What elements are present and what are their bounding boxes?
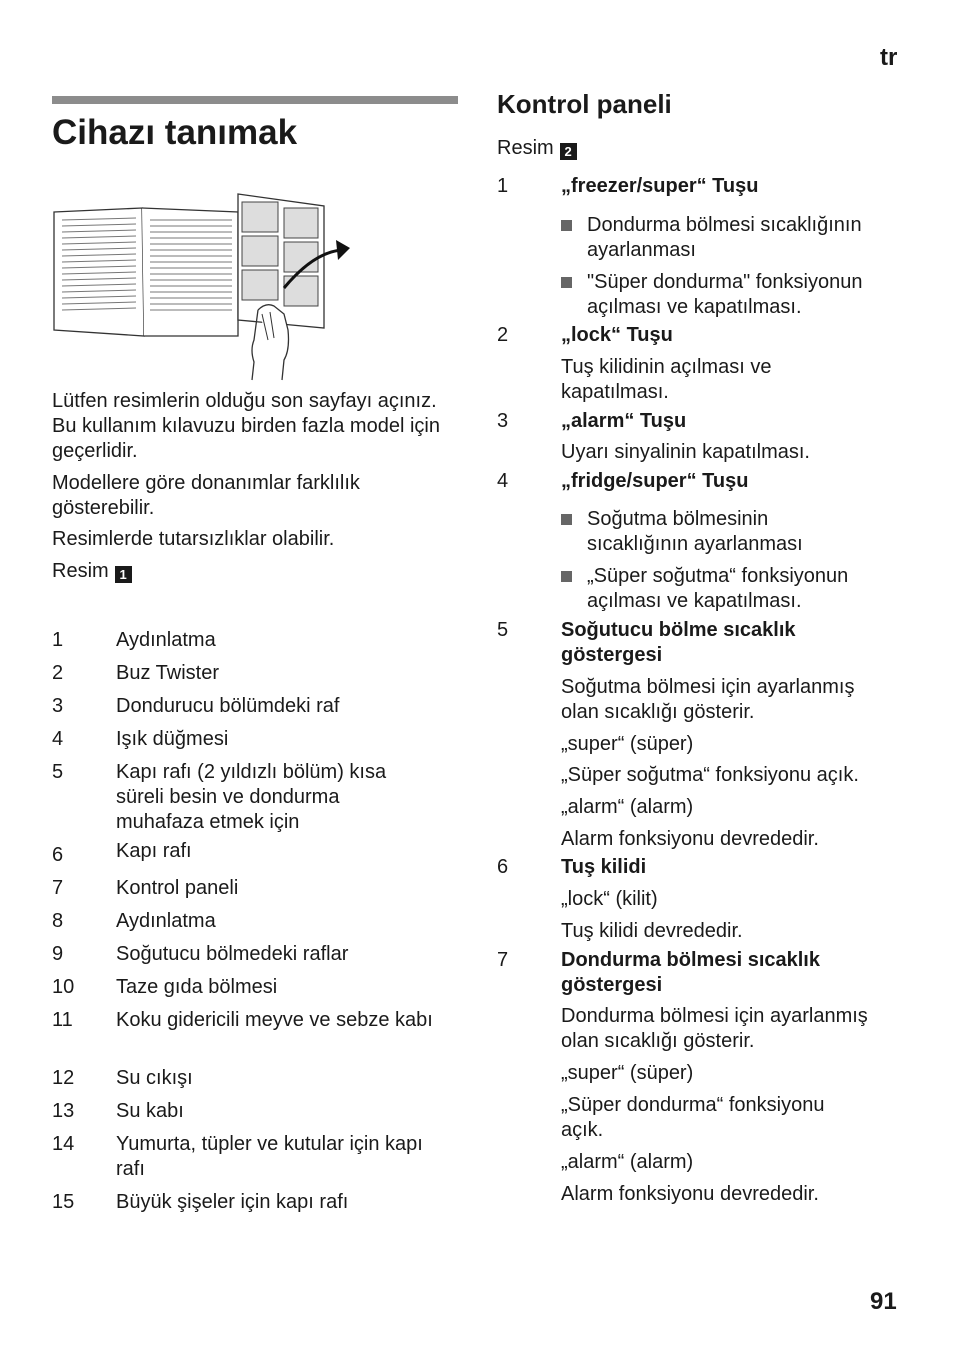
item-text: Uyarı sinyalinin kapatılması. <box>561 441 810 463</box>
list-item-text: Soğutucu bölmedeki raflar <box>116 943 349 965</box>
item-number: 5 <box>497 619 509 641</box>
section-rule <box>52 96 458 104</box>
item-number: 4 <box>497 470 509 492</box>
list-item-text: Aydınlatma <box>116 910 216 932</box>
list-item-text: Büyük şişeler için kapı rafı <box>116 1191 349 1213</box>
item-text: „Süper dondurma“ fonksiyonu açık. <box>561 1094 825 1141</box>
bullet-square <box>561 571 572 582</box>
figure-reference <box>52 559 462 584</box>
bullet-text: "Süper dondurma" fonksiyonun açılması ve kapatılması. <box>587 271 863 318</box>
item-text: „super“ (süper) <box>561 1062 694 1084</box>
item-number: 2 <box>497 324 509 346</box>
item-text: Soğutma bölmesi için ayarlanmış olan sıcaklığı gösterir. <box>561 676 855 723</box>
list-item-number: 4 <box>52 728 64 750</box>
item-text: „lock“ (kilit) <box>561 888 658 910</box>
item-text: Alarm fonksiyonu devrededir. <box>561 1183 819 1205</box>
list-item-number: 13 <box>52 1100 75 1122</box>
item-number: 1 <box>497 175 509 197</box>
list-item-text: Buz Twister <box>116 662 219 684</box>
bullet-square <box>561 514 572 525</box>
list-item-number: 6 <box>52 844 64 866</box>
item-text: Dondurma bölmesi için ayarlanmış olan sıcaklığı gösterir. <box>561 1005 868 1052</box>
list-item-text: Su cıkışı <box>116 1067 193 1089</box>
list-item-number: 5 <box>52 761 64 783</box>
list-item-number: 8 <box>52 910 64 932</box>
list-item-number: 3 <box>52 695 64 717</box>
list-item-text: Yumurta, tüpler ve kutular için kapı rafı <box>116 1133 423 1180</box>
item-heading: Soğutucu bölme sıcaklık göstergesi <box>561 619 796 666</box>
item-text: Tuş kilidinin açılması ve kapatılması. <box>561 356 772 403</box>
list-item-number: 9 <box>52 943 64 965</box>
item-heading: Dondurma bölmesi sıcaklık göstergesi <box>561 949 820 996</box>
bullet-text: „Süper soğutma“ fonksiyonun açılması ve kapatılması. <box>587 565 849 612</box>
item-heading: „lock“ Tuşu <box>561 324 673 346</box>
list-item-number: 7 <box>52 877 64 899</box>
list-item-number: 14 <box>52 1133 75 1155</box>
intro-paragraph: Resimlerde tutarsızlıklar olabilir. <box>52 528 335 550</box>
bullet-text: Soğutma bölmesinin sıcaklığının ayarlanması <box>587 508 803 555</box>
list-item-number: 12 <box>52 1067 75 1089</box>
item-text: „Süper soğutma“ fonksiyonu açık. <box>561 764 859 786</box>
figure-reference <box>497 136 577 161</box>
list-item-text: Kontrol paneli <box>116 877 239 899</box>
item-text: Alarm fonksiyonu devrededir. <box>561 828 819 850</box>
bullet-square <box>561 277 572 288</box>
item-number: 3 <box>497 410 509 432</box>
figure-number-box: 1 <box>115 566 132 583</box>
list-item-number: 1 <box>52 629 64 651</box>
bullet-text: Dondurma bölmesi sıcaklığının ayarlanması <box>587 214 862 261</box>
item-text: „alarm“ (alarm) <box>561 796 694 818</box>
list-item-text: Su kabı <box>116 1100 184 1122</box>
figure-number-box: 2 <box>560 143 577 160</box>
section-title: Kontrol paneli <box>497 89 672 119</box>
figure-label: Resim <box>52 560 109 582</box>
item-heading: „fridge/super“ Tuşu <box>561 470 749 492</box>
list-item-text: Işık düğmesi <box>116 728 229 750</box>
item-heading: „alarm“ Tuşu <box>561 410 687 432</box>
language-tag: tr <box>880 44 898 71</box>
list-item-number: 15 <box>52 1191 75 1213</box>
list-item-text: Kapı rafı <box>116 840 192 862</box>
item-text: Tuş kilidi devrededir. <box>561 920 743 942</box>
list-item-text: Koku gidericili meyve ve sebze kabı <box>116 1009 433 1031</box>
list-item-text: Kapı rafı (2 yıldızlı bölüm) kısa süreli besin ve dondurma muhafaza etmek için <box>116 761 387 833</box>
list-item-text: Taze gıda bölmesi <box>116 976 278 998</box>
item-text: „super“ (süper) <box>561 733 694 755</box>
intro-paragraph: Modellere göre donanımlar farklılık gösterebilir. <box>52 472 360 519</box>
item-heading: „freezer/super“ Tuşu <box>561 175 759 197</box>
figure-label: Resim <box>497 137 554 159</box>
manual-illustration <box>52 190 352 382</box>
list-item-number: 2 <box>52 662 64 684</box>
page-title: Cihazı tanımak <box>52 113 298 152</box>
list-item-number: 10 <box>52 976 75 998</box>
list-item-text: Aydınlatma <box>116 629 216 651</box>
item-number: 7 <box>497 949 509 971</box>
page-number: 91 <box>870 1288 897 1315</box>
item-text: „alarm“ (alarm) <box>561 1151 694 1173</box>
item-heading: Tuş kilidi <box>561 856 647 878</box>
list-item-text: Dondurucu bölümdeki raf <box>116 695 340 717</box>
bullet-square <box>561 220 572 231</box>
item-number: 6 <box>497 856 509 878</box>
intro-paragraph: Lütfen resimlerin olduğu son sayfayı açınız. Bu kullanım kılavuzu birden fazla model için geçerlidir. <box>52 390 440 462</box>
list-item-number: 11 <box>52 1009 73 1031</box>
